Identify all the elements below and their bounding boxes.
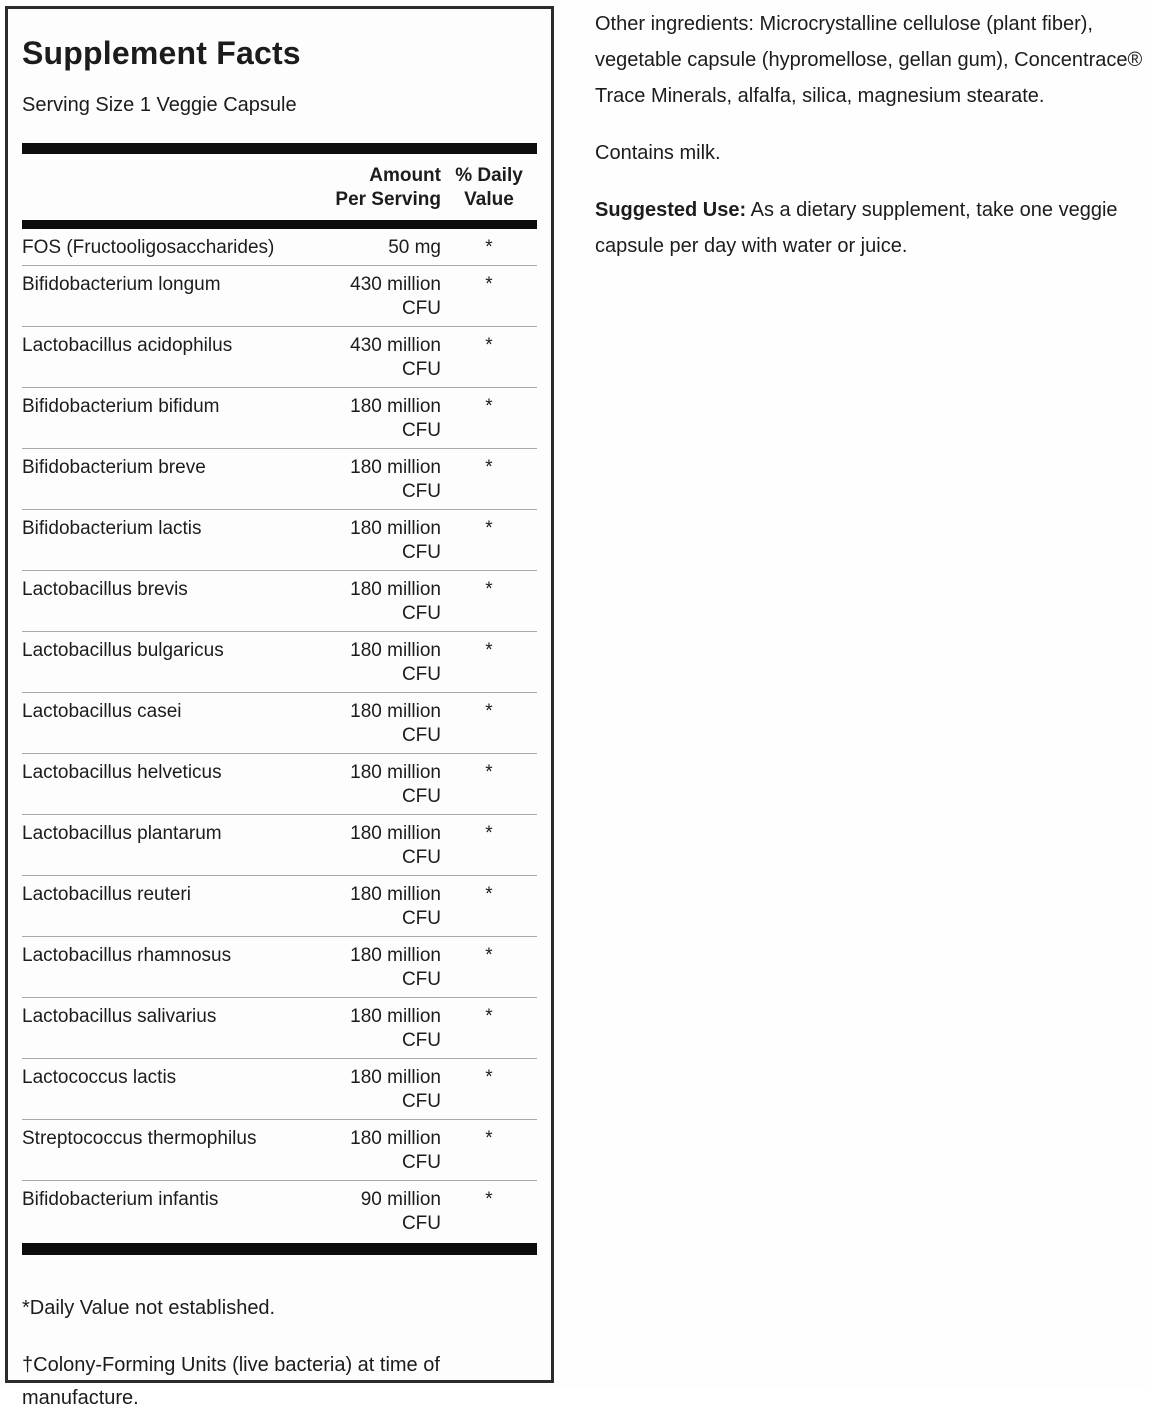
header-dv-line1: % Daily	[455, 165, 523, 186]
ingredient-name: Lactobacillus brevis	[22, 579, 188, 600]
daily-value-asterisk: *	[485, 335, 493, 356]
ingredient-rows	[22, 229, 537, 1241]
table-row	[22, 632, 537, 693]
ingredient-amount	[286, 517, 441, 565]
ingredient-name: Bifidobacterium breve	[22, 457, 206, 478]
ingredient-amount	[286, 639, 441, 687]
ingredient-name: FOS (Fructooligosaccharides)	[22, 237, 275, 258]
daily-value-asterisk: *	[485, 518, 493, 539]
contains-text: Contains milk.	[595, 142, 721, 164]
table-row	[22, 693, 537, 754]
ingredient-amount	[286, 456, 441, 504]
table-row	[22, 229, 537, 266]
amount-value: 180 million	[350, 396, 441, 417]
table-row	[22, 754, 537, 815]
amount-value: 430 million	[350, 274, 441, 295]
amount-unit: CFU	[401, 481, 441, 502]
suggested-use-label: Suggested Use:	[595, 199, 747, 221]
ingredient-name: Lactobacillus plantarum	[22, 823, 222, 844]
daily-value-asterisk: *	[485, 396, 493, 417]
table-row	[22, 1181, 537, 1241]
daily-value-asterisk: *	[485, 884, 493, 905]
divider-bar-header	[22, 220, 537, 229]
table-row	[22, 510, 537, 571]
table-row	[22, 1120, 537, 1181]
ingredient-name: Lactobacillus reuteri	[22, 884, 191, 905]
ingredient-amount	[286, 273, 441, 321]
ingredient-name: Lactobacillus helveticus	[22, 762, 222, 783]
amount-unit: CFU	[401, 1213, 441, 1234]
table-row	[22, 449, 537, 510]
header-amount-per-serving	[286, 164, 441, 212]
suggested-use-text	[595, 192, 1143, 264]
ingredient-amount	[286, 822, 441, 870]
ingredient-name: Lactococcus lactis	[22, 1067, 177, 1088]
amount-value: 180 million	[350, 701, 441, 722]
amount-value: 50 mg	[388, 237, 441, 258]
ingredient-name: Lactobacillus bulgaricus	[22, 640, 224, 661]
ingredient-name: Bifidobacterium longum	[22, 274, 221, 295]
amount-value: 180 million	[350, 579, 441, 600]
table-row	[22, 876, 537, 937]
table-row	[22, 998, 537, 1059]
amount-value: 180 million	[350, 457, 441, 478]
amount-value: 180 million	[350, 518, 441, 539]
amount-value: 180 million	[350, 945, 441, 966]
table-row	[22, 388, 537, 449]
daily-value-asterisk: *	[485, 701, 493, 722]
amount-unit: CFU	[401, 298, 441, 319]
daily-value-asterisk: *	[485, 823, 493, 844]
amount-value: 180 million	[350, 1006, 441, 1027]
amount-unit: CFU	[401, 1091, 441, 1112]
amount-unit: CFU	[401, 420, 441, 441]
daily-value-asterisk: *	[485, 1128, 493, 1149]
ingredient-amount	[286, 236, 441, 260]
ingredient-amount	[286, 1127, 441, 1175]
ingredient-name: Lactobacillus rhamnosus	[22, 945, 232, 966]
ingredient-amount	[286, 761, 441, 809]
table-row	[22, 266, 537, 327]
ingredient-name: Lactobacillus salivarius	[22, 1006, 217, 1027]
divider-bar-bottom	[22, 1243, 537, 1255]
amount-unit: CFU	[401, 908, 441, 929]
amount-value: 180 million	[350, 1128, 441, 1149]
amount-value: 180 million	[350, 1067, 441, 1088]
ingredient-name: Bifidobacterium lactis	[22, 518, 202, 539]
amount-unit: CFU	[401, 359, 441, 380]
table-header-row	[22, 154, 537, 220]
panel-title: Supplement Facts	[22, 35, 301, 71]
amount-value: 430 million	[350, 335, 441, 356]
table-row	[22, 1059, 537, 1120]
table-row	[22, 937, 537, 998]
amount-unit: CFU	[401, 1152, 441, 1173]
ingredient-amount	[286, 395, 441, 443]
footnote-daily-value: *Daily Value not established.	[22, 1297, 276, 1319]
ingredient-name: Bifidobacterium bifidum	[22, 396, 220, 417]
amount-value: 180 million	[350, 884, 441, 905]
amount-value: 180 million	[350, 823, 441, 844]
ingredient-name: Lactobacillus acidophilus	[22, 335, 233, 356]
daily-value-asterisk: *	[485, 1189, 493, 1210]
amount-value: 180 million	[350, 762, 441, 783]
footnote-cfu: †Colony-Forming Units (live bacteria) at time of manufacture.	[22, 1354, 440, 1409]
header-amount-line2: Per Serving	[335, 189, 441, 210]
daily-value-asterisk: *	[485, 237, 493, 258]
amount-value: 180 million	[350, 640, 441, 661]
header-amount-line1: Amount	[369, 165, 441, 186]
header-dv-line2: Value	[464, 189, 514, 210]
supplement-facts-panel	[5, 6, 554, 1409]
ingredient-name: Bifidobacterium infantis	[22, 1189, 219, 1210]
ingredient-name: Streptococcus thermophilus	[22, 1128, 257, 1149]
daily-value-asterisk: *	[485, 274, 493, 295]
table-row	[22, 327, 537, 388]
ingredient-amount	[286, 1188, 441, 1236]
amount-unit: CFU	[401, 1030, 441, 1051]
amount-value: 90 million	[360, 1189, 441, 1210]
ingredient-name: Lactobacillus casei	[22, 701, 182, 722]
amount-unit: CFU	[401, 786, 441, 807]
header-daily-value	[441, 164, 537, 212]
daily-value-asterisk: *	[485, 1067, 493, 1088]
amount-unit: CFU	[401, 725, 441, 746]
table-row	[22, 571, 537, 632]
ingredient-amount	[286, 883, 441, 931]
ingredient-amount	[286, 334, 441, 382]
amount-unit: CFU	[401, 847, 441, 868]
amount-unit: CFU	[401, 664, 441, 685]
daily-value-asterisk: *	[485, 640, 493, 661]
amount-unit: CFU	[401, 603, 441, 624]
daily-value-asterisk: *	[485, 762, 493, 783]
amount-unit: CFU	[401, 542, 441, 563]
ingredient-amount	[286, 700, 441, 748]
serving-size-text: Serving Size 1 Veggie Capsule	[22, 94, 297, 116]
divider-bar-top	[22, 143, 537, 154]
ingredient-amount	[286, 1005, 441, 1053]
ingredient-amount	[286, 1066, 441, 1114]
ingredient-amount	[286, 944, 441, 992]
daily-value-asterisk: *	[485, 579, 493, 600]
other-ingredients-text: Other ingredients: Microcrystalline cellulose (plant fiber), vegetable capsule (hypromellose, gellan gum), Concentrace® Trace Minerals, alfalfa, silica, magnesium stearate.	[595, 13, 1143, 107]
table-row	[22, 815, 537, 876]
info-column	[595, 6, 1143, 285]
daily-value-asterisk: *	[485, 457, 493, 478]
daily-value-asterisk: *	[485, 945, 493, 966]
ingredient-amount	[286, 578, 441, 626]
suggested-use-body: As a dietary supplement, take one veggie capsule per day with water or juice.	[595, 199, 1118, 257]
daily-value-asterisk: *	[485, 1006, 493, 1027]
amount-unit: CFU	[401, 969, 441, 990]
